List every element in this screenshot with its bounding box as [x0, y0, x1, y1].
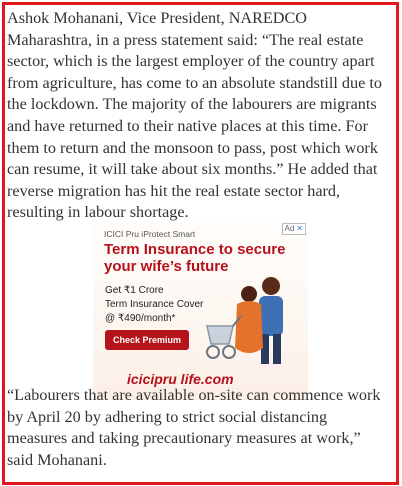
ad-headline: Term Insurance to secure your wife’s future — [104, 241, 286, 275]
article-paragraph: “Labourers that are available on-site can commence work by April 20 by adhering to strict social distancing measures and taking precautionary measures at work,” said Mohanani. — [7, 386, 381, 469]
article-paragraph: Ashok Mohanani, Vice President, NAREDCO Maharashtra, in a press statement said: “The real estate sector, which is the largest employer of the country apart from agriculture, has come to an absolute standstill due to the lockdown. The majority of the labourers are migrants and have returned to their native places at this time. For them to return and the monsoon to pass, post which work can resume, it will take about six months.” He added that reverse migration has hit the real estate sector hard, resulting in labour shortage. — [7, 9, 382, 222]
ad-brand: ICICI Pru iProtect Smart — [104, 229, 196, 239]
ad-offer-line: @ ₹490/month* — [105, 313, 176, 324]
ad-badge[interactable] — [282, 223, 307, 235]
ad-offer-line: Get ₹1 Crore — [105, 285, 164, 296]
ad-website-link[interactable]: icicipru life.com — [127, 371, 234, 387]
couple-with-pram-illustration — [193, 268, 298, 368]
article-body — [7, 8, 389, 224]
ad-badge-label: Ad — [284, 224, 295, 233]
check-premium-button[interactable]: Check Premium — [105, 330, 189, 350]
close-icon[interactable]: ✕ — [296, 224, 303, 233]
ad-offer-line: Term Insurance Cover — [105, 299, 204, 310]
advertisement[interactable] — [93, 222, 308, 400]
